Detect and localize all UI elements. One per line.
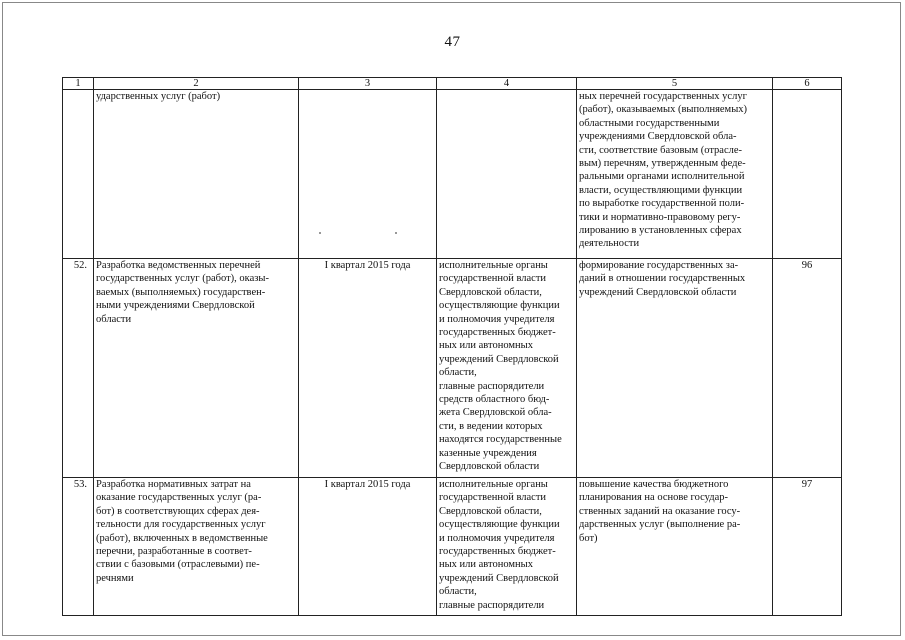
column-header: 3 (299, 78, 437, 90)
text-line: (работ), оказываемых (выполняемых) (579, 104, 747, 116)
text-line: области, (439, 367, 477, 379)
term-cell: I квартал 2015 года (299, 478, 437, 616)
text-line: учреждений Свердловской (439, 353, 559, 365)
text-line: областными государственными (579, 117, 720, 129)
text-line: государственных услуг (работ), оказы- (96, 273, 269, 285)
text-line: Свердловской области, (439, 286, 542, 298)
text-line: даний в отношении государственных (579, 273, 746, 285)
text-line: учреждений Свердловской (439, 572, 559, 584)
text-line: области, (439, 586, 477, 598)
executors-cell (437, 259, 577, 478)
text-line: оказание государственных услуг (ра- (96, 492, 262, 504)
text-line: лированию в установленных сферах (579, 225, 742, 237)
text-line: бот) (579, 532, 598, 544)
text-line: государственных бюджет- (439, 327, 556, 339)
result-cell (577, 90, 773, 259)
column-header: 6 (773, 78, 842, 90)
text-line: дарственных услуг (выполнение ра- (579, 519, 741, 531)
code-cell (773, 90, 842, 259)
text-line: главные распорядители (439, 380, 545, 392)
table-row (63, 478, 842, 616)
result-cell (577, 259, 773, 478)
text-line: жета Свердловской обла- (439, 407, 552, 419)
text-line: области (96, 313, 132, 325)
text-line: ных или автономных (439, 559, 533, 571)
text-line: сти, соответствие базовым (отрасле- (579, 144, 743, 156)
text-line: тики и нормативно-правовому регу- (579, 211, 741, 223)
text-line: ваемых (выполняемых) государствен- (96, 286, 266, 298)
row-number (63, 90, 94, 259)
text-line: ных или автономных (439, 340, 533, 352)
column-header: 5 (577, 78, 773, 90)
text-line: Свердловской области (439, 461, 540, 473)
text-line: государственной власти (439, 492, 547, 504)
text-line: тельности для государственных услуг (96, 519, 266, 531)
text-line: государственных бюджет- (439, 546, 556, 558)
text-line: перечни, разработанные в соответ- (96, 546, 252, 558)
text-line: Разработка ведомственных перечней (96, 260, 261, 271)
document-table (62, 77, 842, 616)
text-line: учреждений Свердловской области (579, 286, 737, 298)
text-line: ральными органами исполнительной (579, 171, 745, 183)
text-line: Разработка нормативных затрат на (96, 479, 251, 490)
text-line: (работ), включенных в ведомственные (96, 532, 268, 544)
result-cell (577, 478, 773, 616)
text-line: повышение качества бюджетного (579, 479, 729, 490)
text-line: ударственных услуг (работ) (96, 91, 221, 102)
executors-cell (437, 90, 577, 259)
row-number: 53. (63, 478, 94, 616)
task-cell (94, 478, 299, 616)
text-line: по выработке государственной поли- (579, 198, 745, 210)
column-header: 2 (94, 78, 299, 90)
text-line: казенные учреждения (439, 447, 537, 459)
text-line: ствии с базовыми (отраслевыми) пе- (96, 559, 260, 571)
code-cell: 97 (773, 478, 842, 616)
table-row (63, 90, 842, 259)
text-line: учреждениями Свердловской обла- (579, 131, 737, 143)
text-line: исполнительные органы (439, 260, 548, 271)
text-line: главные распорядители (439, 599, 545, 611)
task-cell (94, 90, 299, 259)
text-line: Свердловской области, (439, 505, 542, 517)
text-line: бот) в соответствующих сферах дея- (96, 505, 260, 517)
scan-artifact (319, 232, 321, 234)
scan-artifact (395, 232, 397, 234)
text-line: ных перечней государственных услуг (579, 91, 747, 102)
executors-cell (437, 478, 577, 616)
column-header: 4 (437, 78, 577, 90)
text-line: сти, в ведении которых (439, 420, 543, 432)
text-line: власти, осуществляющими функции (579, 184, 743, 196)
text-line: исполнительные органы (439, 479, 548, 490)
text-line: средств областного бюд- (439, 394, 550, 406)
code-cell: 96 (773, 259, 842, 478)
task-cell (94, 259, 299, 478)
text-line: планирования на основе государ- (579, 492, 728, 504)
text-line: деятельности (579, 238, 640, 250)
term-cell: I квартал 2015 года (299, 259, 437, 478)
page-number: 47 (444, 34, 461, 50)
text-line: ными учреждениями Свердловской (96, 300, 255, 312)
text-line: осуществляющие функции (439, 519, 560, 531)
text-line: вым) перечням, утвержденным феде- (579, 158, 746, 170)
text-line: государственной власти (439, 273, 547, 285)
text-line: осуществляющие функции (439, 300, 560, 312)
row-number: 52. (63, 259, 94, 478)
table-row (63, 259, 842, 478)
text-line: и полномочия учредителя (439, 313, 555, 325)
table-header-row (63, 78, 842, 90)
text-line: и полномочия учредителя (439, 532, 555, 544)
text-line: формирование государственных за- (579, 260, 739, 271)
text-line: речнями (96, 572, 134, 584)
column-header: 1 (63, 78, 94, 90)
text-line: ственных заданий на оказание госу- (579, 505, 741, 517)
text-line: находятся государственные (439, 434, 562, 446)
